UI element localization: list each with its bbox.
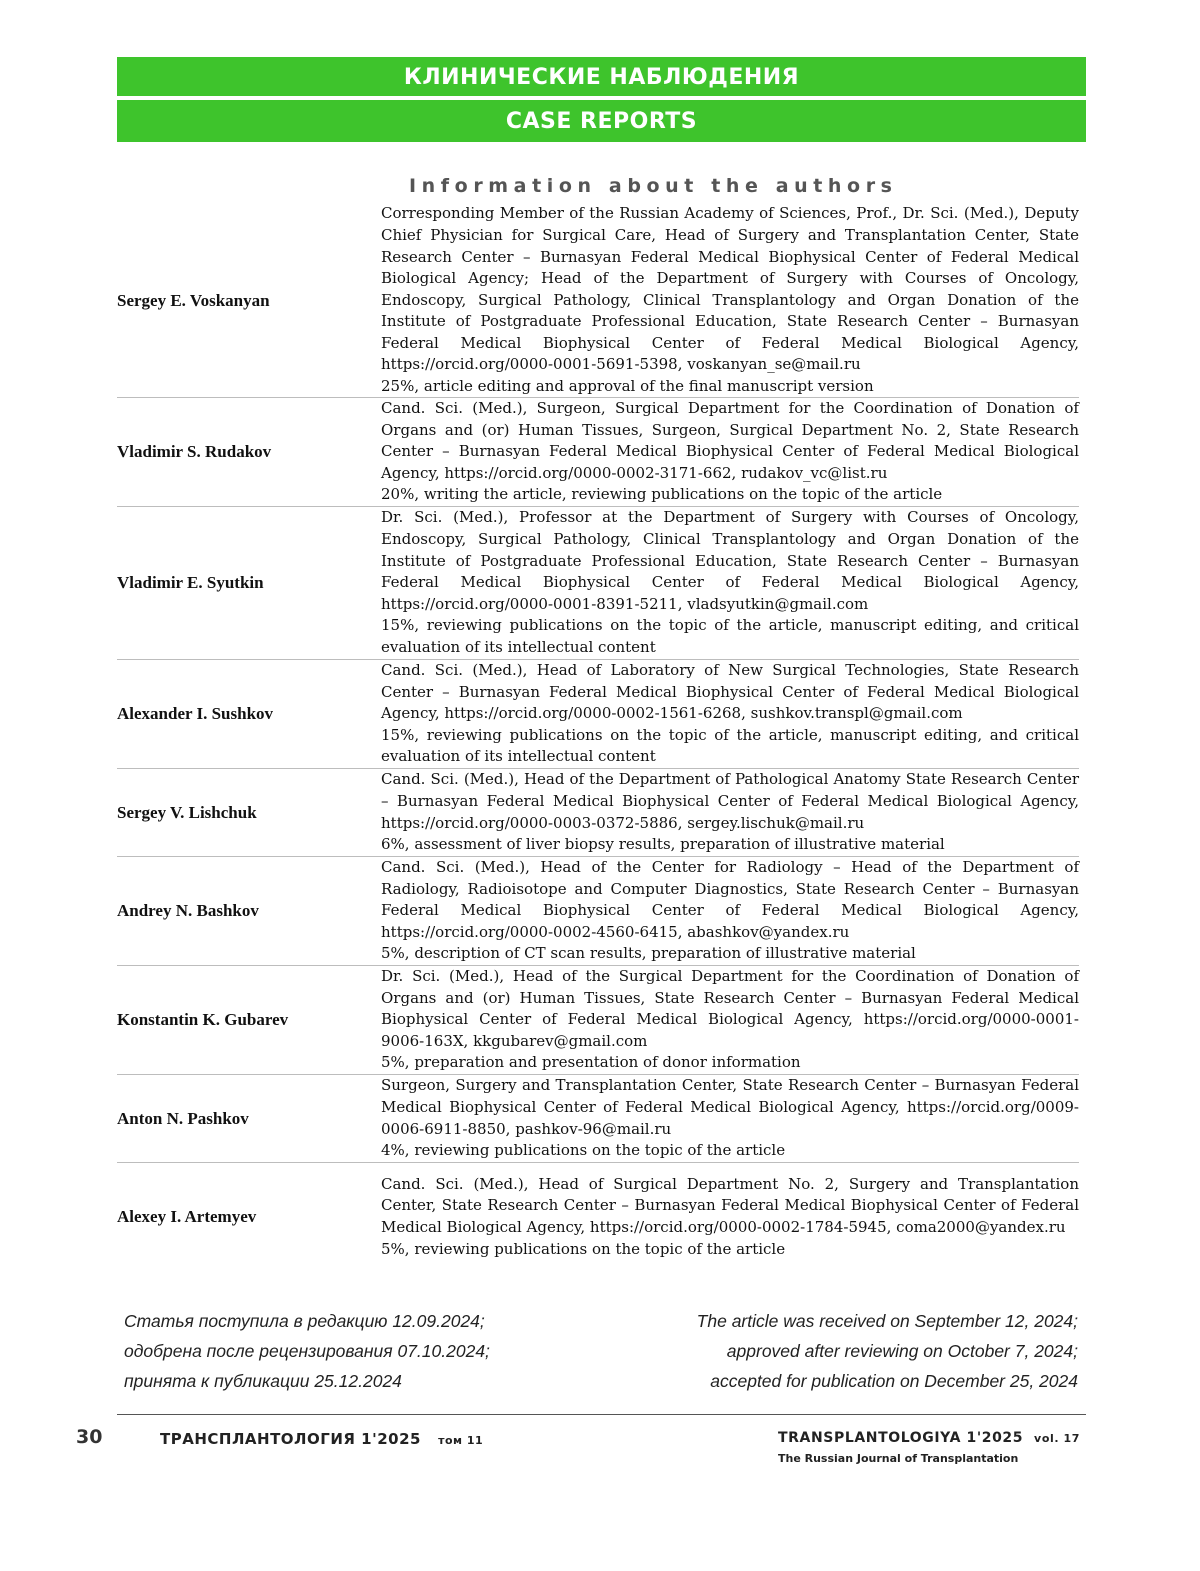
author-row bbox=[117, 398, 1079, 507]
author-name: Vladimir E. Syutkin bbox=[117, 573, 264, 592]
author-row bbox=[117, 507, 1079, 660]
author-name: Alexander I. Sushkov bbox=[117, 704, 274, 723]
article-dates-ru: Статья поступила в редакцию 12.09.2024; одобрена после рецензирования 07.10.2024; принята к публикации 25.12.2024 bbox=[124, 1311, 490, 1391]
journal-subtitle: The Russian Journal of Transplantation bbox=[778, 1452, 1019, 1465]
author-row bbox=[117, 1163, 1079, 1271]
footer-divider bbox=[117, 1414, 1086, 1415]
author-row bbox=[117, 857, 1079, 966]
journal-title-en: TRANSPLANTOLOGIYA 1'2025 vol. 17 bbox=[778, 1430, 1081, 1446]
author-info: Cand. Sci. (Med.), Surgeon, Surgical Department for the Coordination of Donation of Organs and (or) Human Tissues, Surgeon, Surgical Department No. 2, State Research Center – Burnasyan Federal Medical Biophysical Center of Federal Medical Biological Agency, https://orcid.org/0000-0002-3171-662, rudakov_vc@list.ru 20%, writing the article, reviewing publications on the topic of the article bbox=[381, 399, 1079, 504]
author-info: Corresponding Member of the Russian Academy of Sciences, Prof., Dr. Sci. (Med.), Deputy Chief Physician for Surgical Care, Head of Surgery and Transplantation Center, State Research Center – Burnasyan Federal Medical Biophysical Center of Federal Medical Biological Agency; Head of the Department of Surgery with Courses of Oncology, Endoscopy, Surgical Pathology, Clinical Transplantology and Organ Donation of the Institute of Postgraduate Professional Education, State Research Center – Burnasyan Federal Medical Biophysical Center of Federal Medical Biological Agency, https://orcid.org/0000-0001-5691-5398, voskanyan_se@mail.ru 25%, article editing and approval of the final manuscript version bbox=[381, 204, 1079, 396]
authors-heading: Information about the authors bbox=[409, 175, 898, 197]
author-info: Surgeon, Surgery and Transplantation Center, State Research Center – Burnasyan Federal Medical Biophysical Center of Federal Medical Biological Agency, https://orcid.org/0009-0006-6911-8850, pashkov-96@mail.ru 4%, reviewing publications on the topic of the article bbox=[381, 1076, 1079, 1160]
author-name: Alexey I. Artemyev bbox=[117, 1207, 257, 1226]
author-name: Sergey E. Voskanyan bbox=[117, 290, 270, 310]
section-title-ru: КЛИНИЧЕСКИЕ НАБЛЮДЕНИЯ bbox=[117, 57, 1086, 96]
author-row bbox=[117, 204, 1079, 398]
authors-table bbox=[117, 204, 1079, 1271]
article-dates-en: The article was received on September 12, 2024; approved after reviewing on October 7, 2024; accepted for publication on December 25, 2024 bbox=[696, 1311, 1078, 1391]
author-row bbox=[117, 1075, 1079, 1163]
journal-title-ru: ТРАНСПЛАНТОЛОГИЯ 1'2025 том 11 bbox=[160, 1430, 484, 1448]
section-title-en: CASE REPORTS bbox=[117, 100, 1086, 142]
author-name: Konstantin K. Gubarev bbox=[117, 1010, 289, 1029]
author-info: Dr. Sci. (Med.), Professor at the Department of Surgery with Courses of Oncology, Endoscopy, Surgical Pathology, Clinical Transplantology and Organ Donation of the Institute of Postgraduate Professional Education, State Research Center – Burnasyan Federal Medical Biophysical Center of Federal Medical Biological Agency, https://orcid.org/0000-0001-8391-5211, vladsyutkin@gmail.com 15%, reviewing publications on the topic of the article, manuscript editing, and critical evaluation of its intellectual content bbox=[381, 508, 1079, 656]
author-info: Cand. Sci. (Med.), Head of Laboratory of New Surgical Technologies, State Research Center – Burnasyan Federal Medical Biophysical Center of Federal Medical Biological Agency, https://orcid.org/0000-0002-1561-6268, sushkov.transpl@gmail.com 15%, reviewing publications on the topic of the article, manuscript editing, and critical evaluation of its intellectual content bbox=[381, 661, 1079, 766]
author-info: Cand. Sci. (Med.), Head of Surgical Department No. 2, Surgery and Transplantation Center, State Research Center – Burnasyan Federal Medical Biophysical Center of Federal Medical Biological Agency, https://orcid.org/0000-0002-1784-5945, coma2000@yandex.ru 5%, reviewing publications on the topic of the article bbox=[381, 1174, 1079, 1258]
author-row bbox=[117, 660, 1079, 769]
page-number: 30 bbox=[76, 1426, 103, 1448]
author-name: Sergey V. Lishchuk bbox=[117, 802, 257, 822]
author-info: Dr. Sci. (Med.), Head of the Surgical Department for the Coordination of Donation of Organs and (or) Human Tissues, State Research Center – Burnasyan Federal Medical Biophysical Center of Federal Medical Biological Agency, https://orcid.org/0000-0001-9006-163X, kkgubarev@gmail.com 5%, preparation and presentation of donor information bbox=[381, 967, 1079, 1072]
author-name: Anton N. Pashkov bbox=[117, 1108, 249, 1128]
author-row bbox=[117, 769, 1079, 857]
author-name: Andrey N. Bashkov bbox=[117, 901, 259, 920]
author-name: Vladimir S. Rudakov bbox=[117, 442, 272, 461]
author-row bbox=[117, 966, 1079, 1075]
author-info: Cand. Sci. (Med.), Head of the Center for Radiology – Head of the Department of Radiology, Radioisotope and Computer Diagnostics, State Research Center – Burnasyan Federal Medical Biophysical Center of Federal Medical Biological Agency, https://orcid.org/0000-0002-4560-6415, abashkov@yandex.ru 5%, description of CT scan results, preparation of illustrative material bbox=[381, 858, 1079, 963]
author-info: Cand. Sci. (Med.), Head of the Department of Pathological Anatomy State Research Center – Burnasyan Federal Medical Biophysical Center of Federal Medical Biological Agency, https://orcid.org/0000-0003-0372-5886, sergey.lischuk@mail.ru 6%, assessment of liver biopsy results, preparation of illustrative material bbox=[381, 770, 1079, 854]
